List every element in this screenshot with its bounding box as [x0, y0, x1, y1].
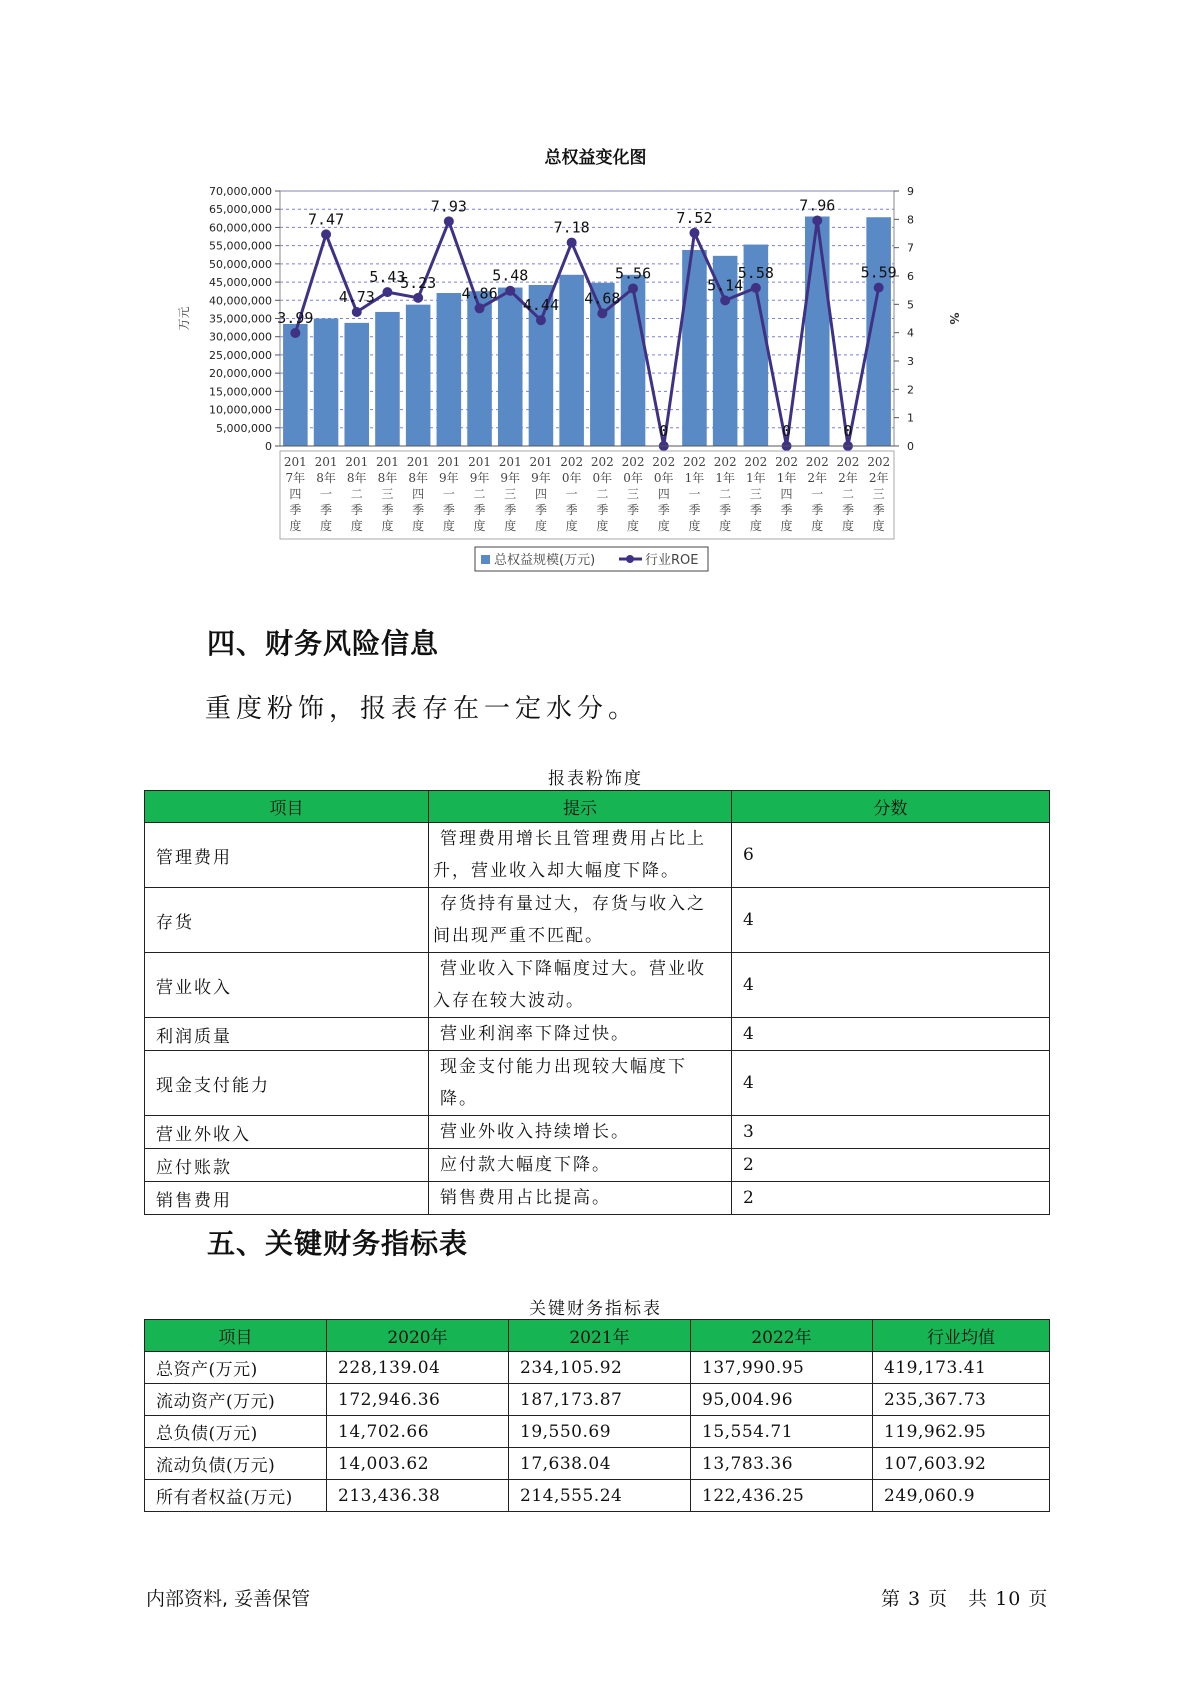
x-tick-label: 201: [375, 455, 399, 469]
x-tick-label: 201: [406, 455, 430, 469]
y-right-tick-label: 9: [907, 185, 914, 198]
section-5-heading: 五、关键财务指标表: [207, 1227, 469, 1260]
x-tick-label: 季: [749, 503, 762, 517]
bar: [437, 293, 462, 446]
y-right-tick-label: 7: [907, 241, 914, 255]
tip-cell: [429, 1051, 732, 1116]
x-tick-label: 201: [437, 455, 461, 469]
tip-line: 营业外收入持续增长。: [440, 1122, 630, 1142]
x-tick-label: 度: [627, 519, 640, 533]
x-tick-label: 季: [719, 503, 732, 517]
table1-header: 分数: [732, 791, 1050, 823]
item-cell: 总负债(万元): [145, 1416, 327, 1448]
x-tick-label: 度: [442, 519, 455, 533]
x-tick-label: 季: [872, 503, 885, 517]
x-tick-label: 8年: [408, 471, 428, 485]
tip-cell: [429, 1018, 732, 1051]
x-tick-label: 202: [867, 455, 891, 469]
roe-data-label: 5.23: [400, 273, 437, 292]
table-row: [145, 1448, 1050, 1480]
roe-point: [536, 315, 546, 325]
table2-header: 2020年: [327, 1320, 509, 1352]
item-cell: 营业收入: [145, 953, 429, 1018]
roe-data-label: 7.18: [553, 218, 590, 237]
x-tick-label: 1年: [776, 471, 797, 485]
x-tick-label: 0年: [561, 471, 582, 485]
y-right-tick-label: 5: [907, 298, 914, 312]
y-left-tick-label: 40,000,000: [209, 294, 272, 308]
y-right-tick-label: 8: [907, 213, 914, 227]
item-cell: 销售费用: [145, 1182, 429, 1215]
roe-data-label: 7.93: [430, 197, 467, 216]
y-left-tick-label: 0: [265, 440, 272, 453]
page-number: 第 3 页 共 10 页: [881, 1588, 1049, 1610]
x-tick-label: 度: [473, 519, 486, 533]
y-left-tick-label: 60,000,000: [209, 221, 272, 235]
item-cell: 利润质量: [145, 1018, 429, 1051]
value-cell: 14,702.66: [327, 1416, 509, 1448]
x-tick-label: 一: [565, 487, 578, 501]
x-tick-label: 季: [442, 503, 455, 517]
x-tick-label: 度: [504, 519, 517, 533]
score-cell: 4: [732, 953, 1050, 1018]
table1-header: 提示: [429, 791, 732, 823]
item-cell: 存货: [145, 888, 429, 953]
x-tick-label: 9年: [500, 471, 521, 485]
value-cell: 122,436.25: [691, 1480, 873, 1512]
y-left-tick-label: 50,000,000: [209, 257, 272, 271]
x-tick-label: 季: [841, 503, 854, 517]
value-cell: 235,367.73: [873, 1384, 1050, 1416]
tip-line: 营业利润率下降过快。: [440, 1024, 630, 1044]
table2-header: 项目: [145, 1320, 327, 1352]
x-tick-label: 202: [652, 455, 676, 469]
x-tick-label: 0年: [623, 471, 643, 485]
x-tick-label: 度: [350, 519, 363, 533]
y-left-tick-label: 65,000,000: [209, 203, 272, 217]
x-tick-label: 三: [381, 487, 394, 501]
x-tick-label: 季: [657, 503, 670, 517]
bar: [682, 250, 707, 446]
tip-line: 管理费用增长且管理费用占比上: [440, 829, 706, 849]
x-tick-label: 度: [841, 519, 854, 533]
table-row: [145, 823, 1050, 888]
x-tick-label: 202: [744, 455, 768, 469]
y-left-tick-label: 25,000,000: [209, 348, 272, 362]
y-left-tick-label: 35,000,000: [209, 312, 272, 326]
x-tick-label: 度: [780, 519, 793, 533]
x-tick-label: 四: [780, 487, 793, 501]
roe-point: [689, 228, 699, 238]
x-tick-label: 季: [320, 503, 333, 517]
x-label-frame: [280, 451, 894, 539]
key-indicator-table: [144, 1319, 1050, 1512]
x-tick-label: 201: [529, 455, 553, 469]
x-tick-label: 季: [350, 503, 363, 517]
y-left-tick-label: 15,000,000: [209, 385, 272, 399]
x-tick-label: 1年: [684, 471, 705, 485]
y-right-tick-label: 6: [907, 270, 914, 283]
x-tick-label: 8年: [377, 471, 398, 485]
x-tick-label: 季: [688, 503, 701, 517]
roe-data-label: 7.52: [676, 208, 713, 227]
x-tick-label: 一: [688, 487, 701, 501]
roe-point: [290, 328, 300, 338]
table-row: [145, 953, 1050, 1018]
item-cell: 应付账款: [145, 1149, 429, 1182]
roe-point: [505, 286, 515, 296]
score-cell: 4: [732, 1051, 1050, 1116]
roe-data-label: 0: [782, 422, 792, 440]
x-tick-label: 二: [596, 487, 609, 501]
x-tick-label: 度: [565, 519, 578, 533]
y-left-tick-label: 30,000,000: [209, 330, 272, 344]
x-tick-label: 度: [749, 519, 762, 533]
y-right-tick-label: 1: [907, 411, 914, 425]
roe-point: [475, 303, 485, 313]
y-left-tick-label: 45,000,000: [209, 276, 272, 290]
x-tick-label: 202: [560, 455, 584, 469]
tip-cell: [429, 1116, 732, 1149]
roe-point: [444, 216, 454, 226]
tip-line: 应付款大幅度下降。: [440, 1155, 611, 1175]
x-tick-label: 二: [350, 487, 363, 501]
table-row: [145, 1116, 1050, 1149]
score-cell: 2: [732, 1149, 1050, 1182]
legend-line-marker: [626, 555, 634, 563]
roe-point: [567, 238, 577, 248]
bar: [467, 291, 492, 446]
x-tick-label: 8年: [316, 471, 336, 485]
x-tick-label: 季: [504, 503, 517, 517]
y-right-tick-label: 4: [907, 326, 914, 340]
bar: [621, 275, 646, 446]
value-cell: 13,783.36: [691, 1448, 873, 1480]
x-tick-label: 三: [872, 487, 885, 501]
value-cell: 419,173.41: [873, 1352, 1050, 1384]
x-tick-label: 202: [590, 455, 614, 469]
roe-point: [812, 215, 822, 225]
value-cell: 234,105.92: [509, 1352, 691, 1384]
item-cell: 流动负债(万元): [145, 1448, 327, 1480]
x-tick-label: 9年: [531, 471, 551, 485]
item-cell: 现金支付能力: [145, 1051, 429, 1116]
x-tick-label: 201: [345, 455, 369, 469]
chart-title: 总权益变化图: [544, 148, 647, 168]
bar: [498, 288, 523, 446]
y-right-axis-title: %: [947, 312, 961, 325]
bar: [344, 323, 369, 446]
x-tick-label: 2年: [868, 471, 889, 485]
item-cell: 所有者权益(万元): [145, 1480, 327, 1512]
value-cell: 228,139.04: [327, 1352, 509, 1384]
risk-summary: 重度粉饰，报表存在一定水分。: [205, 694, 640, 724]
score-cell: 2: [732, 1182, 1050, 1215]
roe-point: [413, 293, 423, 303]
legend-line-label: 行业ROE: [645, 553, 699, 568]
roe-data-label: 0: [843, 422, 853, 440]
x-tick-label: 202: [713, 455, 737, 469]
x-tick-label: 度: [657, 519, 670, 533]
x-tick-label: 9年: [469, 471, 490, 485]
whitewash-table: [144, 790, 1050, 1215]
tip-line: 销售费用占比提高。: [440, 1188, 611, 1208]
x-tick-label: 2年: [838, 471, 858, 485]
roe-data-label: 5.48: [492, 266, 529, 285]
item-cell: 总资产(万元): [145, 1352, 327, 1384]
roe-data-label: 4.44: [522, 296, 560, 315]
table-row: [145, 1051, 1050, 1116]
y-right-tick-label: 0: [907, 440, 914, 453]
bar: [805, 217, 830, 447]
x-tick-label: 季: [412, 503, 425, 517]
x-tick-label: 二: [473, 487, 486, 501]
score-cell: 4: [732, 888, 1050, 953]
x-tick-label: 季: [596, 503, 609, 517]
value-cell: 137,990.95: [691, 1352, 873, 1384]
x-tick-label: 度: [534, 519, 547, 533]
x-tick-label: 季: [289, 503, 302, 517]
roe-data-label: 5.56: [614, 264, 652, 283]
item-cell: 营业外收入: [145, 1116, 429, 1149]
value-cell: 187,173.87: [509, 1384, 691, 1416]
x-tick-label: 202: [775, 455, 799, 469]
y-left-tick-label: 20,000,000: [209, 367, 272, 381]
footer-confidential: 内部资料, 妥善保管: [146, 1588, 311, 1610]
bar: [375, 312, 400, 446]
roe-data-label: 5.58: [737, 263, 774, 282]
score-cell: 3: [732, 1116, 1050, 1149]
bar: [314, 319, 339, 447]
table-row: [145, 1384, 1050, 1416]
x-tick-label: 度: [320, 519, 333, 533]
x-tick-label: 一: [442, 487, 455, 501]
x-tick-label: 三: [504, 487, 517, 501]
x-tick-label: 201: [314, 455, 338, 469]
y-left-axis-title: 万元: [177, 306, 191, 331]
value-cell: 19,550.69: [509, 1416, 691, 1448]
roe-data-label: 5.59: [860, 263, 897, 282]
x-tick-label: 202: [621, 455, 645, 469]
table2-header: 2021年: [509, 1320, 691, 1352]
x-tick-label: 季: [473, 503, 486, 517]
x-tick-label: 1年: [746, 471, 766, 485]
x-tick-label: 四: [657, 487, 670, 501]
value-cell: 95,004.96: [691, 1384, 873, 1416]
tip-line: 入存在较大波动。: [433, 991, 585, 1011]
tip-cell: [429, 1149, 732, 1182]
table-row: [145, 888, 1050, 953]
tip-line: 间出现严重不匹配。: [433, 926, 604, 946]
table-row: [145, 1018, 1050, 1051]
x-tick-label: 季: [381, 503, 394, 517]
x-tick-label: 度: [719, 519, 732, 533]
x-tick-label: 四: [412, 487, 425, 501]
legend-bar-swatch: [481, 555, 490, 564]
x-tick-label: 四: [534, 487, 547, 501]
tip-line: 营业收入下降幅度过大。营业收: [440, 959, 706, 979]
value-cell: 14,003.62: [327, 1448, 509, 1480]
value-cell: 172,946.36: [327, 1384, 509, 1416]
roe-point: [382, 287, 392, 297]
y-left-tick-label: 5,000,000: [216, 421, 272, 435]
roe-data-label: 7.47: [307, 210, 345, 229]
section-4-heading: 四、财务风险信息: [207, 627, 440, 660]
roe-point: [321, 229, 331, 239]
legend-bar-label: 总权益规模(万元): [494, 553, 596, 568]
x-tick-label: 季: [534, 503, 547, 517]
table-row: [145, 1352, 1050, 1384]
x-tick-label: 二: [841, 487, 854, 501]
x-tick-label: 二: [719, 487, 732, 501]
x-tick-label: 9年: [439, 471, 459, 485]
bar: [559, 275, 584, 446]
score-cell: 6: [732, 823, 1050, 888]
y-left-tick-label: 55,000,000: [209, 239, 272, 253]
roe-point: [751, 283, 761, 293]
table1-header: 项目: [145, 791, 429, 823]
x-tick-label: 三: [749, 487, 762, 501]
y-right-tick-label: 3: [907, 355, 914, 368]
y-left-tick-label: 70,000,000: [209, 185, 272, 198]
tip-line: 升，营业收入却大幅度下降。: [433, 861, 680, 881]
roe-point: [352, 307, 362, 317]
x-tick-label: 202: [805, 455, 829, 469]
item-cell: 流动资产(万元): [145, 1384, 327, 1416]
tip-line: 现金支付能力出现较大幅度下降。: [440, 1057, 687, 1109]
x-tick-label: 201: [283, 455, 307, 469]
x-tick-label: 0年: [653, 471, 674, 485]
x-tick-label: 0年: [592, 471, 613, 485]
x-tick-label: 度: [872, 519, 885, 533]
roe-data-label: 4.86: [461, 284, 498, 303]
roe-data-label: 5.43: [369, 268, 406, 287]
table2-caption: 关键财务指标表: [529, 1299, 662, 1319]
x-tick-label: 1年: [715, 471, 735, 485]
item-cell: 管理费用: [145, 823, 429, 888]
equity-chart: [150, 170, 1010, 590]
table1-caption: 报表粉饰度: [548, 769, 643, 789]
score-cell: 4: [732, 1018, 1050, 1051]
value-cell: 17,638.04: [509, 1448, 691, 1480]
x-tick-label: 四: [289, 487, 302, 501]
x-tick-label: 2年: [807, 471, 828, 485]
y-left-tick-label: 10,000,000: [209, 403, 272, 417]
x-tick-label: 8年: [346, 471, 367, 485]
x-tick-label: 201: [498, 455, 522, 469]
table-row: [145, 1149, 1050, 1182]
roe-point: [720, 295, 730, 305]
x-tick-label: 度: [412, 519, 425, 533]
x-tick-label: 季: [780, 503, 793, 517]
bar: [283, 324, 308, 446]
x-tick-label: 7年: [285, 471, 306, 485]
roe-point: [874, 283, 884, 293]
value-cell: 214,555.24: [509, 1480, 691, 1512]
x-tick-label: 202: [836, 455, 860, 469]
roe-point: [628, 283, 638, 293]
table-row: [145, 1480, 1050, 1512]
x-tick-label: 一: [811, 487, 824, 501]
x-tick-label: 度: [596, 519, 609, 533]
bar: [406, 305, 431, 446]
x-tick-label: 三: [627, 487, 640, 501]
table-row: [145, 1416, 1050, 1448]
roe-data-label: 4.68: [584, 289, 621, 308]
roe-data-label: 4.73: [338, 287, 375, 306]
x-tick-label: 202: [682, 455, 706, 469]
tip-cell: [429, 888, 732, 953]
value-cell: 15,554.71: [691, 1416, 873, 1448]
x-tick-label: 季: [627, 503, 640, 517]
y-right-tick-label: 2: [907, 383, 914, 397]
table2-header: 行业均值: [873, 1320, 1050, 1352]
value-cell: 249,060.9: [873, 1480, 1050, 1512]
roe-data-label: 7.96: [799, 196, 836, 215]
x-tick-label: 一: [320, 487, 333, 501]
value-cell: 107,603.92: [873, 1448, 1050, 1480]
roe-data-label: 3.99: [277, 308, 314, 327]
roe-data-label: 0: [659, 422, 669, 440]
x-tick-label: 季: [811, 503, 824, 517]
tip-cell: [429, 1182, 732, 1215]
value-cell: 119,962.95: [873, 1416, 1050, 1448]
x-tick-label: 季: [565, 503, 578, 517]
x-tick-label: 201: [468, 455, 492, 469]
roe-data-label: 5.14: [707, 276, 744, 295]
x-tick-label: 度: [381, 519, 394, 533]
tip-cell: [429, 823, 732, 888]
x-tick-label: 度: [688, 519, 701, 533]
x-tick-label: 度: [289, 519, 302, 533]
tip-line: 存货持有量过大，存货与收入之: [440, 894, 706, 914]
value-cell: 213,436.38: [327, 1480, 509, 1512]
tip-cell: [429, 953, 732, 1018]
roe-point: [597, 308, 607, 318]
table-row: [145, 1182, 1050, 1215]
table2-header: 2022年: [691, 1320, 873, 1352]
x-tick-label: 度: [811, 519, 824, 533]
